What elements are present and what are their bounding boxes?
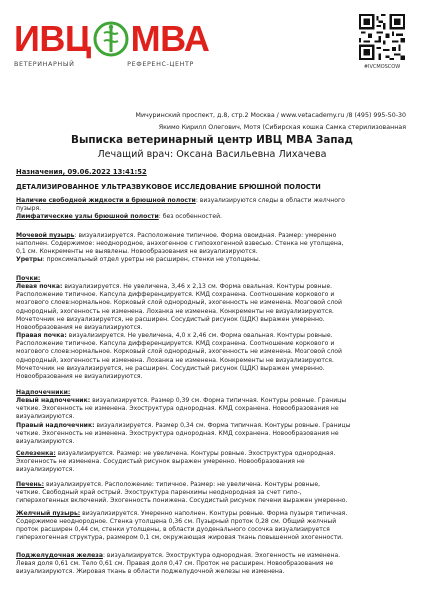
logo-subtitle-left: ВЕТЕРИНАРНЫЙ xyxy=(14,60,75,68)
qr-caption: #IVCMOSCOW xyxy=(363,64,401,70)
free-fluid-text: : визуализируются следы в области желчного xyxy=(195,197,345,204)
left-kidney-text: однородный, эхогенность не изменена. Лоханка не изменена. Конкременты не визуализируются. xyxy=(16,307,334,315)
pancreas-text: визуализируются. Жировая ткань в области поджелудочной железы не изменена. xyxy=(16,568,285,576)
bladder-text: 0,1 см. Конкременты не выявлены. Новообразования не визуализируются. xyxy=(16,248,258,256)
gallbladder-text: проток расширен 0,44 см, стенки утолщены, в области дуоденального сосочка визуализируется xyxy=(16,526,330,534)
gallbladder-text: визуализируется. Умеренно наполнен. Контуры ровные. Форма пузыря типичная. xyxy=(80,510,348,517)
bladder-label: Мочевой пузырь xyxy=(16,232,75,239)
section-kidneys xyxy=(16,275,410,381)
right-kidney-text: Расположение типичное. Капсула дифференцируется. КМД сохранена. Соотношение коркового и xyxy=(16,340,335,348)
appointment-date: Назначения, 09.06.2022 13:41:52 xyxy=(16,168,147,176)
bladder-text: наполнен. Содержимое: неоднородное, анэхогенное с гипоэхогенной взвесью. Стенка не утолщена, xyxy=(16,240,344,248)
section-bladder xyxy=(16,232,410,265)
liver-text: четкие. Свободный край острый. Эхоструктура паренхимы неоднородная за счет гипо-, xyxy=(16,489,302,497)
logo-text-right: МВА xyxy=(130,18,210,59)
clinic-logo xyxy=(14,20,234,76)
section-pancreas xyxy=(16,552,410,576)
qr-code-icon xyxy=(359,14,405,60)
doctor-line: Лечащий врач: Оксана Васильевна Лихачева xyxy=(97,149,327,160)
left-adrenal-text: визуализируется. Размер 0,39 см. Форма типичная. Контуры ровные. Границы xyxy=(90,397,347,405)
pancreas-text: : визуализируется. Эхоструктура однородная. Эхогенность не изменена. xyxy=(102,552,341,559)
left-kidney-label: Левая почка: xyxy=(16,283,63,291)
liver-label: Печень: xyxy=(16,481,45,488)
section-spleen xyxy=(16,450,410,474)
left-kidney-text: мозгового слоев:нормальное. Корковый слой однородный, эхогенность не изменена. Мозговой слой xyxy=(16,299,342,307)
spleen-text: Эхогенность не изменена. Сосудистый рисунок выражен умеренно. Новообразования не xyxy=(16,458,305,466)
left-kidney-text: визуализируется. Не увеличена, 3,46 х 2,13 см. Форма овальная. Контуры ровные. xyxy=(62,283,333,291)
section-free-fluid xyxy=(16,197,410,221)
right-kidney-text: визуализируется. Не увеличена, 4,0 х 2,46 см. Форма овальная. Контуры ровные. xyxy=(66,332,333,340)
clinic-contact-line: Мичуринский проспект, д.8, стр.2 Москва / www.vetacademy.ru /8 (495) 995-50-30 xyxy=(135,112,406,119)
caduceus-emblem-icon xyxy=(93,21,129,57)
pancreas-label: Поджелудочная железа xyxy=(16,552,103,559)
patient-line: Якимо Кирилл Олегович, Мотя (Сибирская кошка Самка стерилизованная xyxy=(158,124,406,131)
spleen-text: визуализируется. Размер: не увеличена. Контуры ровные. Эхоструктура однородная. xyxy=(55,450,336,457)
right-kidney-text: Мочеточник не визуализируется, не расширен. Сосудистый рисунок (ЦДК) выражен умеренно. xyxy=(16,364,325,372)
adrenals-label: Надпочечники: xyxy=(16,389,71,396)
left-kidney-text: Мочеточник не визуализируется, не расширен. Сосудистый рисунок (ЦДК) выражен умеренно. xyxy=(16,315,325,323)
right-adrenal-label: Правый надпочечник: xyxy=(16,421,95,429)
gallbladder-label: Желчный пузырь: xyxy=(16,510,81,517)
free-fluid-text: пузыря. xyxy=(16,205,42,213)
gallbladder-text: Содержимое неоднородное. Стенка утолщена 0,36 см. Пузырный проток 0,28 см. Общий желчный xyxy=(16,518,337,526)
free-fluid-label: Наличие свободной жидкости в брюшной полости xyxy=(16,197,196,204)
spleen-label: Селезенка: xyxy=(16,450,56,457)
lymph-label: Лимфатические узлы брюшной полости xyxy=(16,213,159,221)
liver-text: визуализируется. Расположение: типичное. Размер: не увеличена. Контуры ровные, xyxy=(44,481,321,488)
right-adrenal-text: четкие. Эхогенность не изменена. Эхоструктура однородная. КМД сохранена. Новообразования не xyxy=(16,429,339,437)
left-adrenal-text: визуализируются. xyxy=(16,413,75,421)
pancreas-text: Левая доля 0,61 см. Тело 0,61 см. Правая доля 0,47 см. Проток не расширен. Новообразования не xyxy=(16,560,334,568)
ureters-text: : проксимальный отдел уретры не расширен, стенки не утолщены. xyxy=(42,256,261,264)
kidneys-label: Почки: xyxy=(16,275,41,282)
left-adrenal-text: четкие. Эхогенность не изменена. Эхоструктура однородная. КМД сохранена. Новообразования не xyxy=(16,405,339,413)
section-adrenals xyxy=(16,389,410,446)
section-gallbladder xyxy=(16,510,410,543)
gallbladder-text: гиперэхогенная структура, размером 0,1 см, окружающая жировая ткань повышенной эхогенности. xyxy=(16,534,344,542)
document-title: Выписка ветеринарный центр ИВЦ МВА Запад xyxy=(71,134,353,146)
exam-title: ДЕТАЛИЗИРОВАННОЕ УЛЬТРАЗВУКОВОЕ ИССЛЕДОВАНИЕ БРЮШНОЙ ПОЛОСТИ xyxy=(16,183,321,191)
logo-subtitle-right: РЕФЕРЕНС-ЦЕНТР xyxy=(127,60,194,68)
logo-text-left: ИВЦ xyxy=(14,18,91,59)
liver-text: гиперэхогенных включений. Эхогенность понижена. Сосудистый рисунок печени выражен умеренно. xyxy=(16,497,348,505)
right-adrenal-text: визуализируется. Размер 0,34 см. Форма типичная. Контуры ровные. Границы xyxy=(94,421,351,429)
spleen-text: визуализируются. xyxy=(16,466,75,474)
right-kidney-text: однородный, эхогенность не изменена. Лоханка не изменена. Конкременты не визуализируются. xyxy=(16,356,334,364)
lymph-text: : без особенностей. xyxy=(158,213,222,221)
right-kidney-text: Новообразования не визуализируются. xyxy=(16,372,143,380)
left-kidney-text: Новообразования не визуализируются. xyxy=(16,323,143,331)
ureters-label: Уретры xyxy=(16,256,43,264)
right-kidney-label: Правая почка: xyxy=(16,332,67,340)
right-adrenal-text: визуализируются. xyxy=(16,437,75,445)
left-kidney-text: Расположение типичное. Капсула дифференцируется. КМД сохранена. Соотношение коркового и xyxy=(16,291,335,299)
right-kidney-text: мозгового слоев:нормальное. Корковый слой однородный, эхогенность не изменена. Мозговой слой xyxy=(16,348,342,356)
section-liver xyxy=(16,481,410,505)
left-adrenal-label: Левый надпочечник: xyxy=(16,397,91,405)
bladder-text: : визуализируется. Расположение типичное. Форма овоидная. Размер: умеренно xyxy=(74,232,337,239)
